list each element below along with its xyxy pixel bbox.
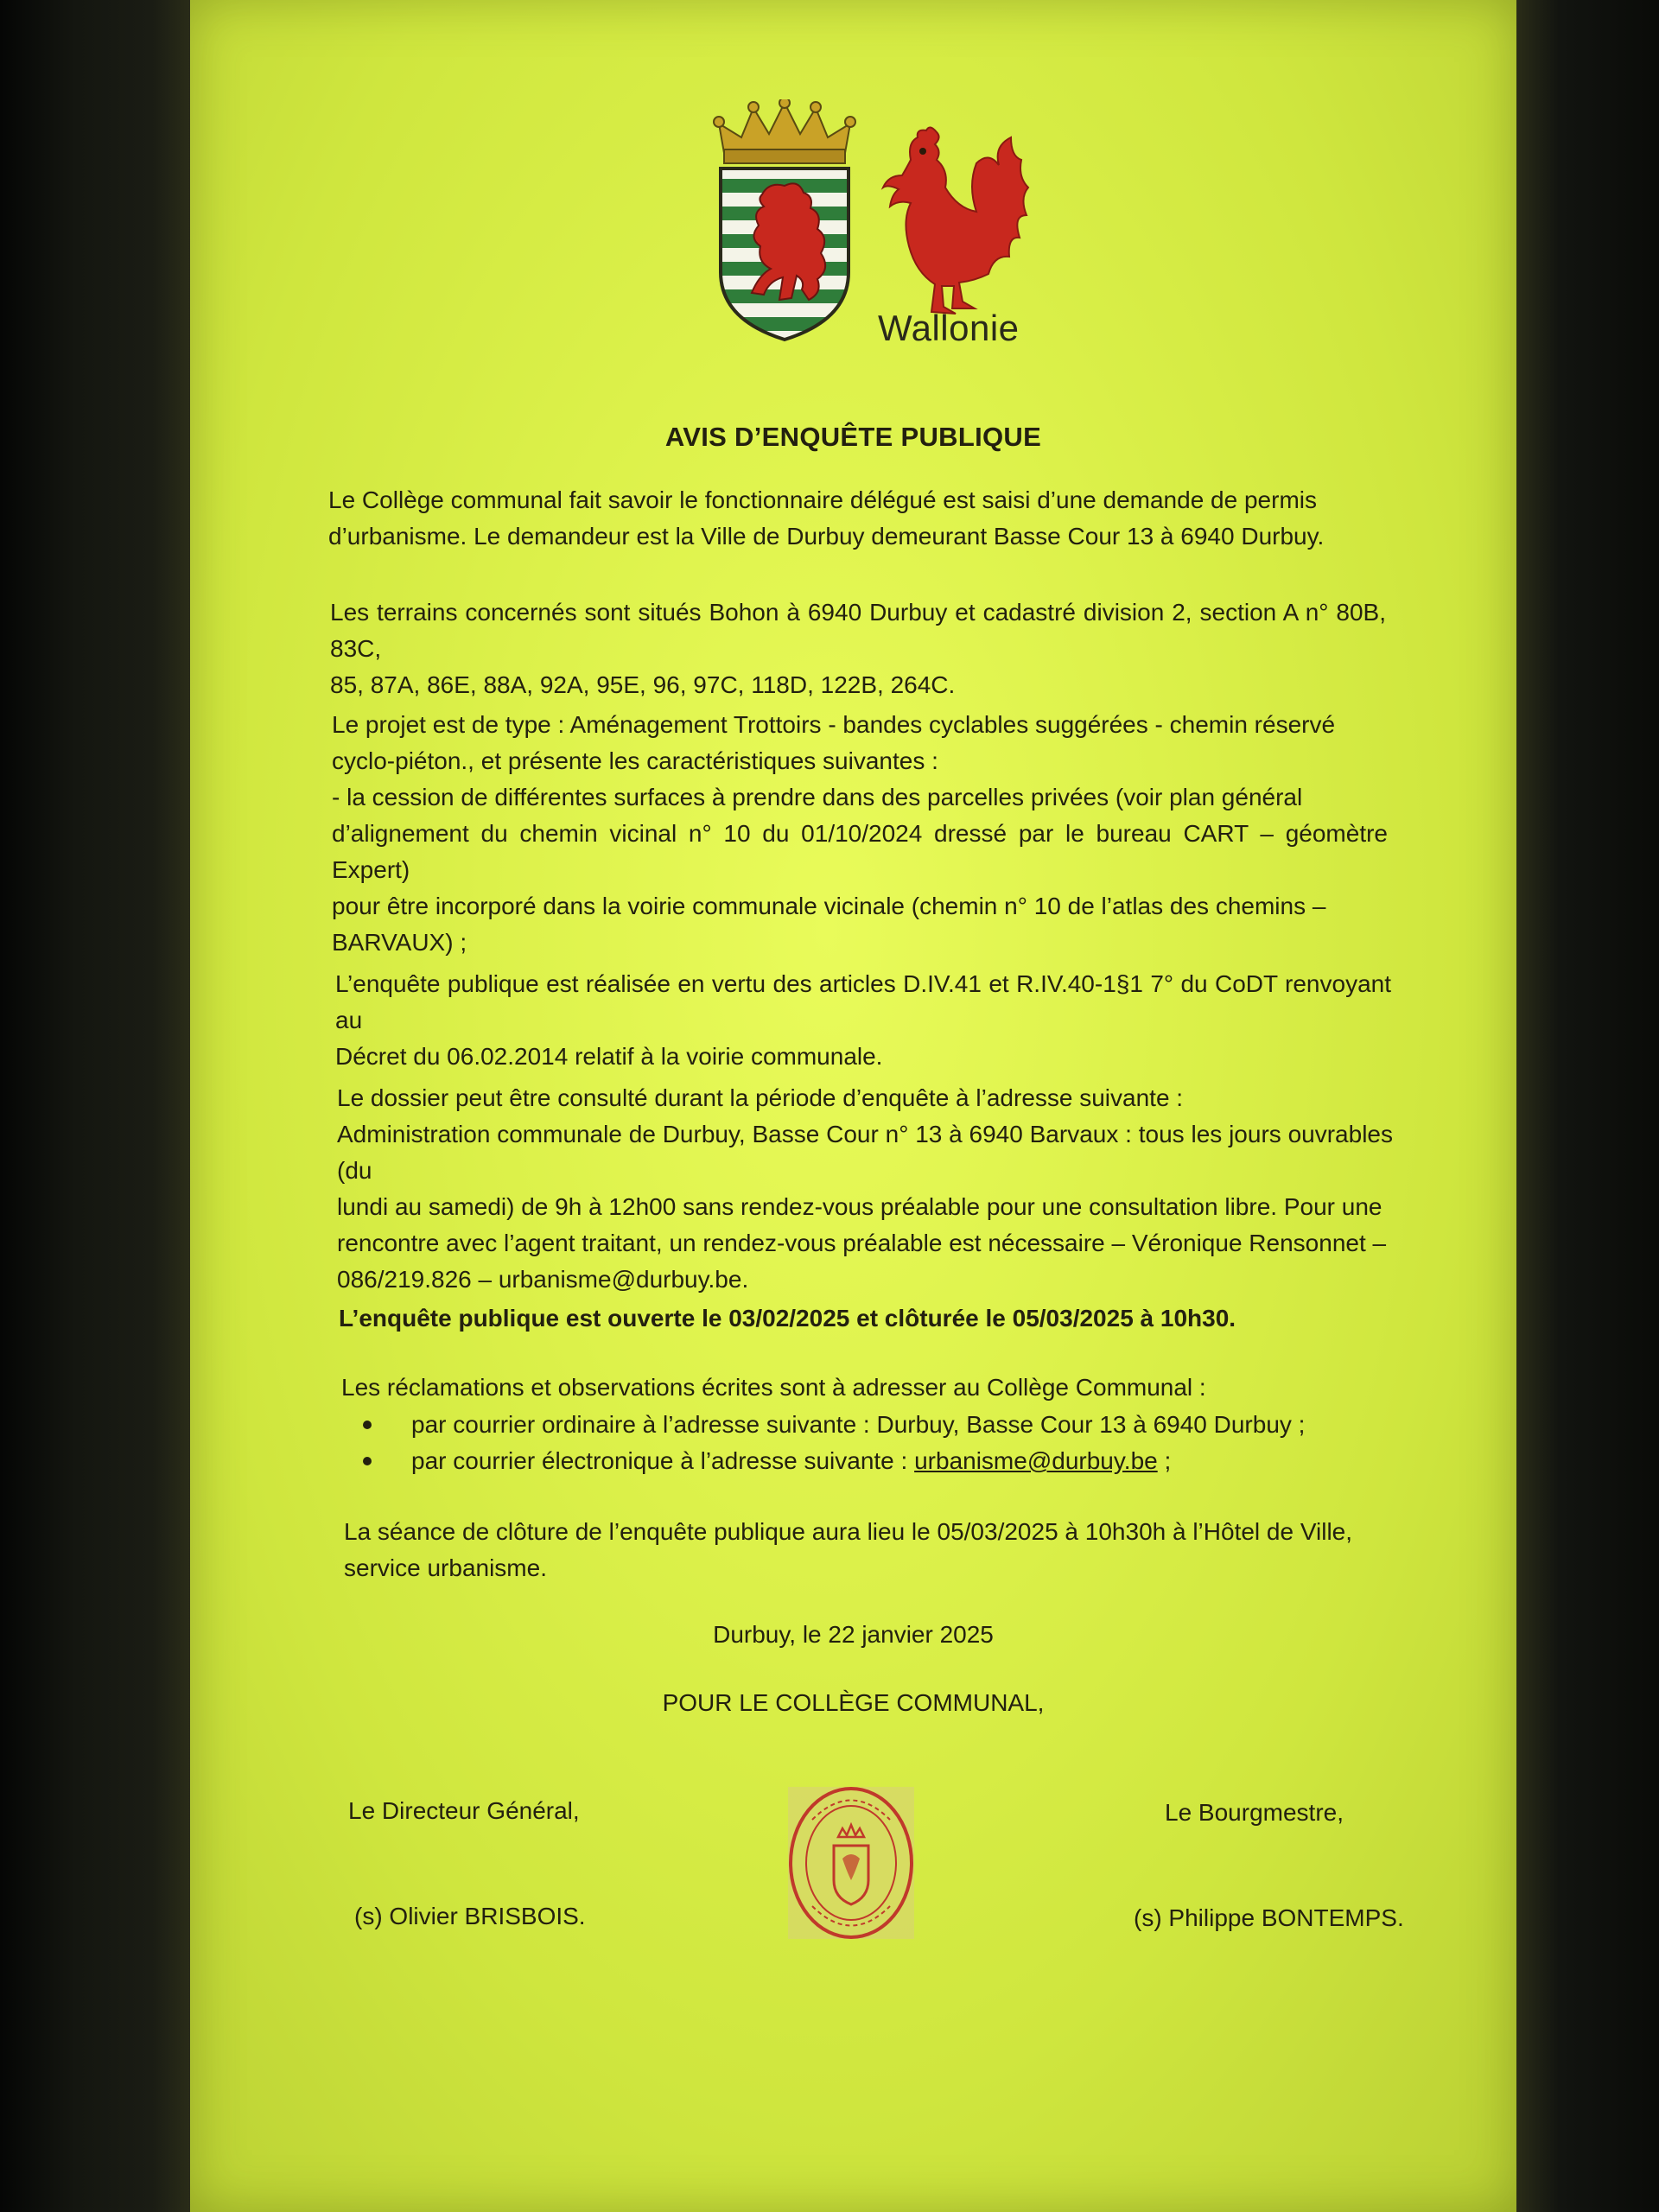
paragraph-project — [332, 707, 1388, 961]
text-line: d’urbanisme. Le demandeur est la Ville de Durbuy demeurant Basse Cour 13 à 6940 Durbuy. — [328, 523, 1325, 550]
notice-college: POUR LE COLLÈGE COMMUNAL, — [662, 1689, 1045, 1716]
director-name: (s) Olivier BRISBOIS. — [354, 1903, 586, 1929]
background-frame-right — [1516, 0, 1659, 2212]
mayor-name: (s) Philippe BONTEMPS. — [1134, 1904, 1404, 1931]
text-line: Le dossier peut être consulté durant la période d’enquête à l’adresse suivante : — [337, 1084, 1184, 1111]
paragraph-legal-basis — [335, 966, 1391, 1075]
text-line: d’alignement du chemin vicinal n° 10 du 01/10/2024 dressé par le bureau CART – géomètre Expert) — [332, 820, 1388, 883]
list-item — [354, 1443, 1391, 1479]
durbuy-coat-of-arms-icon — [709, 99, 860, 346]
notice-title: AVIS D’ENQUÊTE PUBLIQUE — [664, 422, 1042, 452]
paragraph-request — [328, 482, 1384, 555]
paragraph-complaints: Les réclamations et observations écrites sont à adresser au Collège Communal : — [341, 1374, 1206, 1401]
paragraph-closing-session — [344, 1514, 1400, 1586]
text-line: - la cession de différentes surfaces à prendre dans des parcelles privées (voir plan général — [332, 784, 1303, 810]
list-item-text: par courrier ordinaire à l’adresse suivante : Durbuy, Basse Cour 13 à 6940 Durbuy ; — [411, 1411, 1306, 1438]
paragraph-dates: L’enquête publique est ouverte le 03/02/2025 et clôturée le 05/03/2025 à 10h30. — [339, 1305, 1236, 1332]
list-item-prefix: par courrier électronique à l’adresse suivante : — [411, 1447, 915, 1474]
text-line: 85, 87A, 86E, 88A, 92A, 95E, 96, 97C, 118D, 122B, 264C. — [330, 671, 956, 698]
text-line: lundi au samedi) de 9h à 12h00 sans rendez-vous préalable pour une consultation libre. Pour une — [337, 1193, 1382, 1220]
text-line: pour être incorporé dans la voirie communale vicinale (chemin n° 10 de l’atlas des chemins – — [332, 893, 1326, 919]
mayor-role: Le Bourgmestre, — [1165, 1799, 1344, 1826]
paragraph-consultation — [337, 1080, 1393, 1298]
text-line: Décret du 06.02.2014 relatif à la voirie communale. — [335, 1043, 883, 1070]
text-line: La séance de clôture de l’enquête publique aura lieu le 05/03/2025 à 10h30h à l’Hôtel de Ville, — [344, 1518, 1353, 1545]
text-line: Administration communale de Durbuy, Basse Cour n° 13 à 6940 Barvaux : tous les jours ouvrables (du — [337, 1121, 1393, 1184]
email-link[interactable]: urbanisme@durbuy.be — [914, 1447, 1158, 1474]
notice-date: Durbuy, le 22 janvier 2025 — [713, 1621, 994, 1648]
text-line: Le projet est de type : Aménagement Trottoirs - bandes cyclables suggérées - chemin réservé — [332, 711, 1336, 738]
notice-poster — [190, 0, 1516, 2212]
director-role: Le Directeur Général, — [348, 1797, 580, 1824]
text-line: BARVAUX) ; — [332, 929, 467, 956]
text-line: Le Collège communal fait savoir le fonctionnaire délégué est saisi d’une demande de permis — [328, 486, 1317, 513]
list-item — [354, 1407, 1391, 1443]
text-line: 086/219.826 – urbanisme@durbuy.be. — [337, 1266, 749, 1293]
wallonie-brand-text: Wallonie — [878, 308, 1020, 348]
paragraph-parcels — [330, 594, 1386, 703]
text-line: rencontre avec l’agent traitant, un rendez-vous préalable est nécessaire – Véronique Rensonnet – — [337, 1230, 1387, 1256]
background-frame-left — [0, 0, 190, 2212]
complaints-list — [354, 1407, 1391, 1479]
official-stamp-icon — [786, 1785, 916, 1941]
text-line: Les terrains concernés sont situés Bohon à 6940 Durbuy et cadastré division 2, section A n° 80B, 83C, — [330, 599, 1386, 662]
list-item-suffix: ; — [1157, 1447, 1172, 1474]
text-line: cyclo-piéton., et présente les caractéristiques suivantes : — [332, 747, 938, 774]
text-line: L’enquête publique est réalisée en vertu des articles D.IV.41 et R.IV.40-1§1 7° du CoDT renvoyant au — [335, 970, 1391, 1033]
text-line: service urbanisme. — [344, 1554, 547, 1581]
